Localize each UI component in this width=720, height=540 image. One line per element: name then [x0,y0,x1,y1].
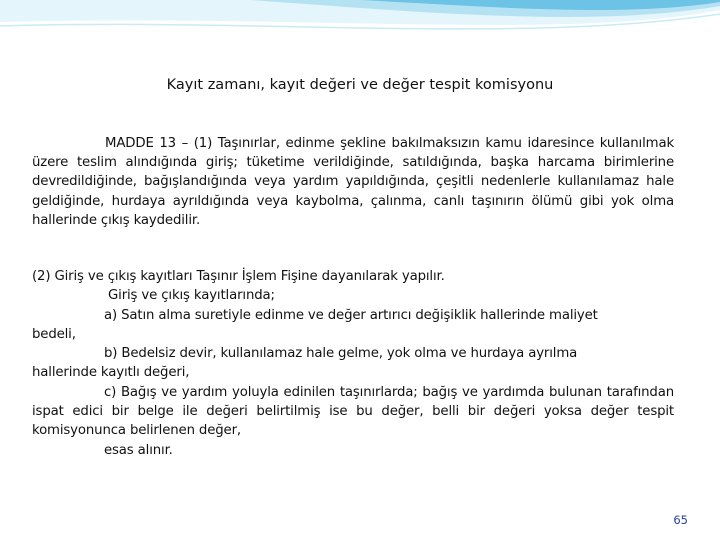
header-wave-decoration [0,0,720,60]
section-2-intro: (2) Giriş ve çıkış kayıtları Taşınır İşlem Fişine dayanılarak yapılır. [32,269,445,284]
article-text: MADDE 13 – (1) Taşınırlar, edinme şekline bakılmaksızın kamu idaresince kullanılmak üzere teslim alındığında giriş; tüketime verildiğinde, satıldığında, başka harcama birimlerine devredildiğinde, bağışlandığında veya yardım yapıldığında, çeşitli nedenlerle kullanılamaz hale geldiğinde, hurdaya ayrıldığında veya kaybolma, çalınma, canlı taşınırın ölümü gibi yok olma hallerinde çıkış kaydedilir. [32,136,674,228]
page-number: 65 [673,513,688,527]
item-a-continuation: bedeli, [32,326,76,342]
slide-title: Kayıt zamanı, kayıt değeri ve değer tespit komisyonu [166,77,554,93]
item-b-continuation: hallerinde kayıtlı değeri, [32,365,190,381]
section-2 [32,267,674,460]
item-a: a) Satın alma suretiyle edinme ve değer artırıcı değişiklik hallerinde maliyet [104,307,598,323]
section-2-lead: Giriş ve çıkış kayıtlarında; [108,288,275,304]
item-end: esas alınır. [104,442,173,458]
item-c-text: c) Bağış ve yardım yoluyla edinilen taşınırlarda; bağış ve yardımda bulunan tarafından ispat edici bir belge ile değeri belirtilmiş ise bu değer, belli bir değeri yoksa değer tespit komisyonunca belirlenen değer, [32,384,674,439]
item-c [32,383,674,441]
article-paragraph [32,134,674,230]
item-b: b) Bedelsiz devir, kullanılamaz hale gelme, yok olma ve hurdaya ayrılma [104,346,578,362]
